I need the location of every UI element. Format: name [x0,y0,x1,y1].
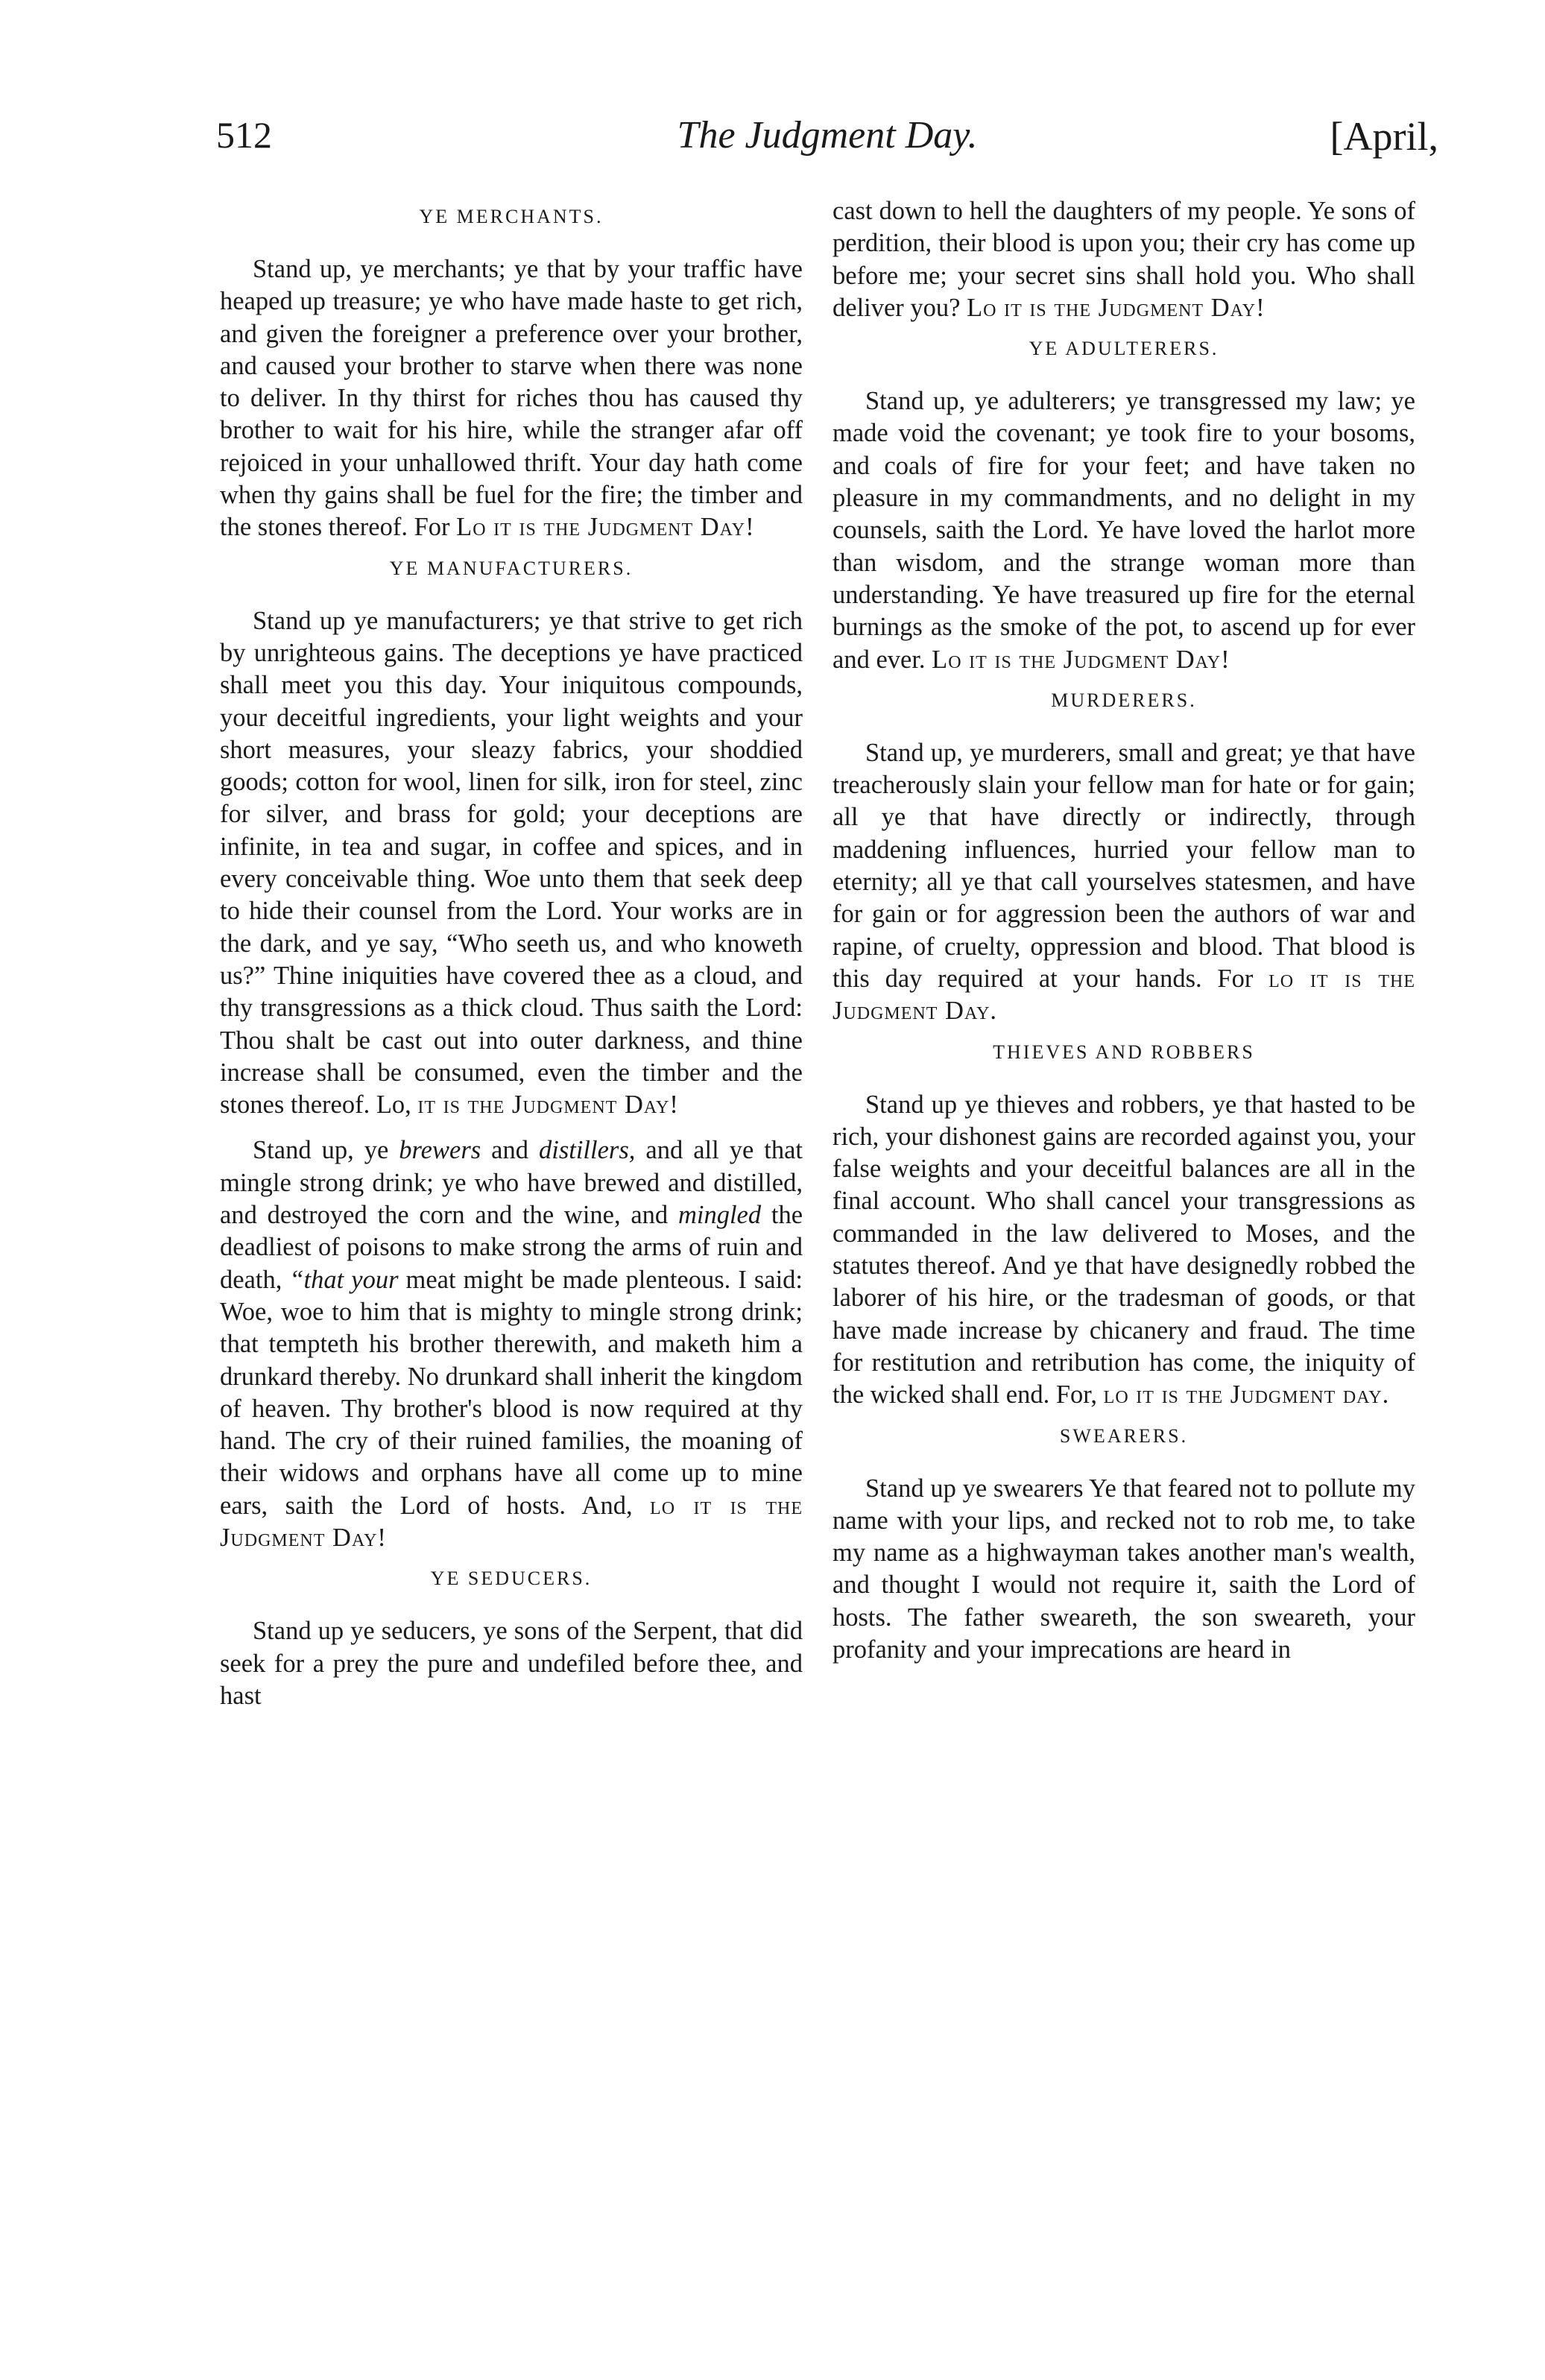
brewers-part5: meat might be made plenteous. I said: Woe, woe to him that is mighty to mingle strong drink; that tempteth his brother therewith, and maketh him a drunkard thereby. No drunkard shall inherit the kingdom of heaven. Thy brother's blood is now required at thy hand. The cry of their ruined families, the moaning of their widows and orphans have all come up to mine ears, saith the Lord of hosts. And, [220,1265,803,1520]
paragraph-seducers-continued [832,195,1415,324]
paragraph-swearers [832,1473,1415,1667]
mingled-word: mingled [677,1201,762,1230]
running-title: The Judgment Day. [677,114,978,157]
brewers-part2: and [491,1136,528,1165]
seducers-closing: Lo it is the Judgment Day! [967,293,1266,322]
paragraph-seducers [220,1615,803,1712]
merchants-text: Stand up, ye merchants; ye that by your traffic have heaped up treasure; ye who have made haste to get rich, and given the foreigner a preference over your brother, and caused your brother to starve when there was none to deliver. In thy thirst for riches thou has caused thy brother to wait for his hire, while the stranger afar off rejoiced in your unhallowed thrift. Your day hath come when thy gains shall be fuel for the fire; the timber and the stones thereof. For [220,255,803,542]
adulterers-text: Stand up, ye adulterers; ye transgressed my law; ye made void the covenant; ye took fire to your bosoms, and coals of fire for your feet; and have taken no pleasure in my commandments, and no delight in my counsels, saith the Lord. Ye have loved the harlot more than wisdom, and the strange woman more than understanding. Ye have treasured up fire for the eternal burnings as the smoke of the pot, to ascend up for ever and ever. [832,387,1415,674]
merchants-closing: Lo it is the Judgment Day! [456,513,755,542]
heading-swearers: SWEARERS. [1059,1424,1189,1447]
murderers-text: Stand up, ye murderers, small and great; ye that have treacherously slain your fellow man for hate or for gain; all ye that have directly or indirectly, through maddening influences, hurried your fellow man to eternity; all ye that call yourselves statesmen, and have for gain or for aggression been the authors of war and rapine, of cruelty, oppression and blood. That blood is this day required at your hands. For [832,738,1415,993]
swearers-text: Stand up ye swearers Ye that feared not to pollute my name with your lips, and recked not to rob me, to take my name as a highwayman takes another man's wealth, and thought I would not require it, saith the Lord of hosts. The father sweareth, the son sweareth, your profanity and your imprecations are heard in [832,1474,1415,1664]
thieves-closing: lo it is the Judgment day. [1103,1380,1390,1410]
running-month: [April, [1330,114,1438,159]
distillers-word: distillers, [539,1136,636,1165]
manufacturers-text: Stand up ye manufacturers; ye that strive to get rich by unrighteous gains. The deceptions ye have practiced shall meet you this day. Your iniquitous compounds, your deceitful ingredients, your light weights and your short measures, your sleazy fabrics, your shoddied goods; cotton for wool, linen for silk, iron for steel, zinc for silver, and brass for gold; your deceptions are infinite, in tea and sugar, in coffee and spices, and in every conceivable thing. Woe unto them that seek deep to hide their counsel from the Lord. Your works are in the dark, and ye say, “Who seeth us, and who knoweth us?” Thine iniquities have covered thee as a cloud, and thy transgressions as a thick cloud. Thus saith the Lord: Thou shalt be cast out into outer darkness, and thine increase shall be consumed, even the timber and the stones thereof. Lo, [220,606,803,1120]
paragraph-adulterers [832,385,1415,676]
paragraph-brewers [220,1134,803,1554]
paragraph-merchants [220,253,803,544]
page-header [216,113,1438,165]
brewers-part3: and all ye that mingle strong drink; ye who have brewed and distilled, and destroyed the corn and the wine, and [220,1136,803,1230]
right-column [832,195,1415,1679]
adulterers-closing: Lo it is the Judgment Day! [932,645,1230,674]
page-number: 512 [216,114,272,156]
brewers-part1: Stand up, ye [253,1136,389,1165]
heading-merchants: YE MERCHANTS. [419,206,604,227]
left-column [220,195,803,1726]
brewers-closing: lo it is the Judgment Day! [220,1491,803,1552]
paragraph-murderers [832,737,1415,1028]
heading-seducers: YE SEDUCERS. [430,1568,593,1590]
heading-thieves: THIEVES AND ROBBERS [993,1041,1255,1063]
that-your-phrase: “that your [289,1265,399,1294]
seducers-cont-text: cast down to hell the daughters of my people. Ye sons of perdition, their blood is upon you; their cry has come up before me; your secret sins shall hold you. Who shall deliver you? [832,197,1415,322]
seducers-text: Stand up ye seducers, ye sons of the Serpent, that did seek for a prey the pure and undefiled before thee, and hast [220,1617,803,1710]
manufacturers-closing: it is the Judgment Day! [417,1090,679,1120]
heading-manufacturers: YE MANUFACTURERS. [389,557,634,579]
brewers-word: brewers [399,1136,481,1165]
heading-murderers: MURDERERS. [1051,689,1197,711]
paragraph-manufacturers [220,605,803,1122]
thieves-text: Stand up ye thieves and robbers, ye that hasted to be rich, your dishonest gains are recorded against you, your false weights and your deceitful balances are all in the final account. Who shall cancel your transgressions as commanded in the law delivered to Moses, and the statutes thereof. And ye that have designedly robbed the laborer of his hire, or the tradesman of goods, or that have made increase by chicanery and fraud. The time for restitution and retribution has come, the iniquity of the wicked shall end. For, [832,1090,1415,1410]
brewers-part4: the deadliest of poisons to make strong the arms of ruin and death, [220,1201,803,1294]
heading-adulterers: YE ADULTERERS. [1029,338,1219,360]
paragraph-thieves [832,1089,1415,1412]
murderers-closing: lo it is the Judgment Day. [832,964,1416,1026]
